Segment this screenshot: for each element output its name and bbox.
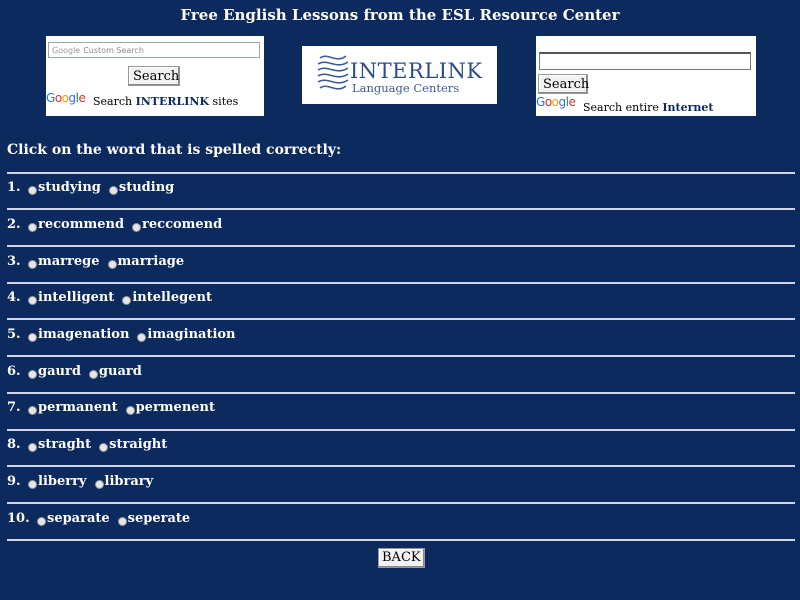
radio-button[interactable]: [126, 406, 135, 415]
answer-option[interactable]: permenent: [126, 400, 215, 415]
question-7: [7, 400, 215, 415]
back-button[interactable]: BACK: [378, 548, 425, 568]
question-number: 9.: [7, 474, 21, 489]
question-8: [7, 437, 167, 452]
question-9: [7, 474, 153, 489]
divider: [7, 539, 795, 541]
radio-button[interactable]: [108, 260, 117, 269]
answer-option[interactable]: separate: [37, 511, 110, 526]
radio-button[interactable]: [137, 333, 146, 342]
answer-option[interactable]: seperate: [118, 511, 191, 526]
answer-option[interactable]: reccomend: [132, 217, 222, 232]
divider: [7, 465, 795, 467]
radio-button[interactable]: [99, 443, 108, 452]
question-number: 3.: [7, 254, 21, 269]
question-number: 2.: [7, 217, 21, 232]
answer-option[interactable]: liberry: [28, 474, 87, 489]
google-logo-icon: Google: [46, 91, 86, 105]
answer-option[interactable]: intellegent: [122, 290, 212, 305]
answer-option[interactable]: studing: [109, 180, 174, 195]
divider: [7, 172, 795, 174]
radio-button[interactable]: [28, 480, 37, 489]
question-number: 4.: [7, 290, 21, 305]
radio-button[interactable]: [118, 517, 127, 526]
divider: [7, 245, 795, 247]
answer-option[interactable]: straght: [28, 437, 91, 452]
question-number: 5.: [7, 327, 21, 342]
custom-search-placeholder: Custom Search: [83, 45, 144, 55]
divider: [7, 282, 795, 284]
search-button-interlink[interactable]: Search: [128, 66, 180, 86]
answer-option[interactable]: imagenation: [28, 327, 129, 342]
radio-button[interactable]: [28, 443, 37, 452]
radio-button[interactable]: [28, 406, 37, 415]
radio-button[interactable]: [28, 223, 37, 232]
search-button-internet[interactable]: Search: [538, 74, 588, 94]
question-3: [7, 254, 184, 269]
radio-button[interactable]: [37, 517, 46, 526]
google-logo-icon: Google: [536, 95, 576, 109]
search-caption-internet: Search entire Internet: [583, 101, 714, 114]
radio-button[interactable]: [122, 296, 131, 305]
google-brand-text: Google: [52, 45, 81, 55]
question-4: [7, 290, 212, 305]
radio-button[interactable]: [28, 333, 37, 342]
divider: [7, 392, 795, 394]
answer-option[interactable]: studying: [28, 180, 101, 195]
question-1: [7, 180, 174, 195]
radio-button[interactable]: [89, 370, 98, 379]
question-number: 1.: [7, 180, 21, 195]
logo-main-text: INTERLINK: [350, 59, 483, 83]
divider: [7, 355, 795, 357]
radio-button[interactable]: [109, 186, 118, 195]
question-2: [7, 217, 222, 232]
interlink-logo[interactable]: [302, 46, 497, 104]
question-number: 8.: [7, 437, 21, 452]
question-5: [7, 327, 236, 342]
search-caption-interlink: Search INTERLINK sites: [93, 95, 239, 108]
answer-option[interactable]: intelligent: [28, 290, 114, 305]
page-title: Free English Lessons from the ESL Resource Center: [180, 6, 620, 24]
answer-option[interactable]: guard: [89, 364, 142, 379]
radio-button[interactable]: [95, 480, 104, 489]
answer-option[interactable]: marrege: [28, 254, 100, 269]
question-10: [7, 511, 190, 526]
logo-sub-text: Language Centers: [352, 81, 460, 95]
answer-option[interactable]: marriage: [108, 254, 185, 269]
answer-option[interactable]: imagination: [137, 327, 235, 342]
question-number: 6.: [7, 364, 21, 379]
answer-option[interactable]: library: [95, 474, 154, 489]
answer-option[interactable]: recommend: [28, 217, 124, 232]
radio-button[interactable]: [28, 370, 37, 379]
question-number: 10.: [7, 511, 30, 526]
question-number: 7.: [7, 400, 21, 415]
divider: [7, 429, 795, 431]
interlink-wave-icon: [316, 52, 350, 96]
divider: [7, 208, 795, 210]
internet-search-input[interactable]: [539, 52, 751, 70]
quiz-instruction: Click on the word that is spelled correctly:: [7, 142, 342, 158]
radio-button[interactable]: [28, 260, 37, 269]
internet-search: [536, 36, 756, 116]
custom-search-input[interactable]: [48, 42, 260, 58]
radio-button[interactable]: [132, 223, 141, 232]
answer-option[interactable]: straight: [99, 437, 167, 452]
answer-option[interactable]: gaurd: [28, 364, 81, 379]
divider: [7, 502, 795, 504]
question-6: [7, 364, 142, 379]
answer-option[interactable]: permanent: [28, 400, 118, 415]
divider: [7, 318, 795, 320]
radio-button[interactable]: [28, 296, 37, 305]
interlink-site-search: [46, 36, 264, 116]
radio-button[interactable]: [28, 186, 37, 195]
